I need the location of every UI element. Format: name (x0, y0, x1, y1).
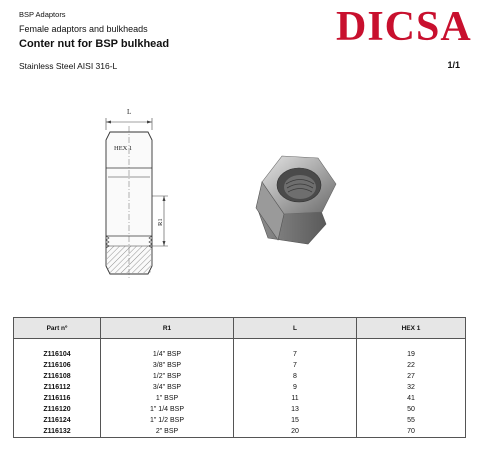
cell-l: 8 (234, 371, 357, 382)
cell-l: 20 (234, 426, 357, 438)
cell-hex: 19 (357, 349, 466, 360)
table-row (14, 393, 466, 404)
col-header-hex: HEX 1 (357, 318, 466, 339)
part-table (13, 317, 466, 438)
cell-l: 7 (234, 349, 357, 360)
table-row (14, 360, 466, 371)
cell-l: 9 (234, 382, 357, 393)
cell-hex: 41 (357, 393, 466, 404)
cell-r1: 1/4" BSP (101, 349, 234, 360)
page-title: Conter nut for BSP bulkhead (19, 38, 170, 50)
cell-r1: 1" 1/2 BSP (101, 415, 234, 426)
subcategory-label: Female adaptors and bulkheads (19, 24, 148, 34)
col-header-part: Part nº (14, 318, 101, 339)
material-label: Stainless Steel AISI 316-L (19, 61, 118, 71)
cell-hex: 32 (357, 382, 466, 393)
cell-part: Z116108 (14, 371, 101, 382)
table-row (14, 382, 466, 393)
cell-part: Z116116 (14, 393, 101, 404)
cell-r1: 1/2" BSP (101, 371, 234, 382)
dim-r1-label: R1 (157, 218, 164, 226)
cell-hex: 55 (357, 415, 466, 426)
cell-r1: 3/8" BSP (101, 360, 234, 371)
cell-part: Z116132 (14, 426, 101, 438)
category-label: BSP Adaptors (19, 10, 66, 19)
page-number: 1/1 (447, 60, 460, 70)
cell-part: Z116120 (14, 404, 101, 415)
table-row (14, 371, 466, 382)
cell-hex: 22 (357, 360, 466, 371)
cell-part: Z116104 (14, 349, 101, 360)
cell-hex: 50 (357, 404, 466, 415)
table-row (14, 415, 466, 426)
col-header-r1: R1 (101, 318, 234, 339)
cell-l: 11 (234, 393, 357, 404)
nut-render-image (238, 140, 348, 250)
cell-hex: 27 (357, 371, 466, 382)
dim-l-label: L (127, 108, 132, 116)
cell-part: Z116112 (14, 382, 101, 393)
cell-l: 15 (234, 415, 357, 426)
table-row (14, 349, 466, 360)
cell-r1: 3/4" BSP (101, 382, 234, 393)
cell-part: Z116124 (14, 415, 101, 426)
table-row (14, 426, 466, 438)
cell-hex: 70 (357, 426, 466, 438)
brand-logo: DICSA (336, 4, 472, 50)
cell-part: Z116106 (14, 360, 101, 371)
cell-r1: 1" 1/4 BSP (101, 404, 234, 415)
cell-l: 13 (234, 404, 357, 415)
cell-r1: 2" BSP (101, 426, 234, 438)
col-header-l: L (234, 318, 357, 339)
table-row (14, 404, 466, 415)
dim-hex-label: HEX 1 (114, 145, 133, 152)
cell-r1: 1" BSP (101, 393, 234, 404)
cell-l: 7 (234, 360, 357, 371)
